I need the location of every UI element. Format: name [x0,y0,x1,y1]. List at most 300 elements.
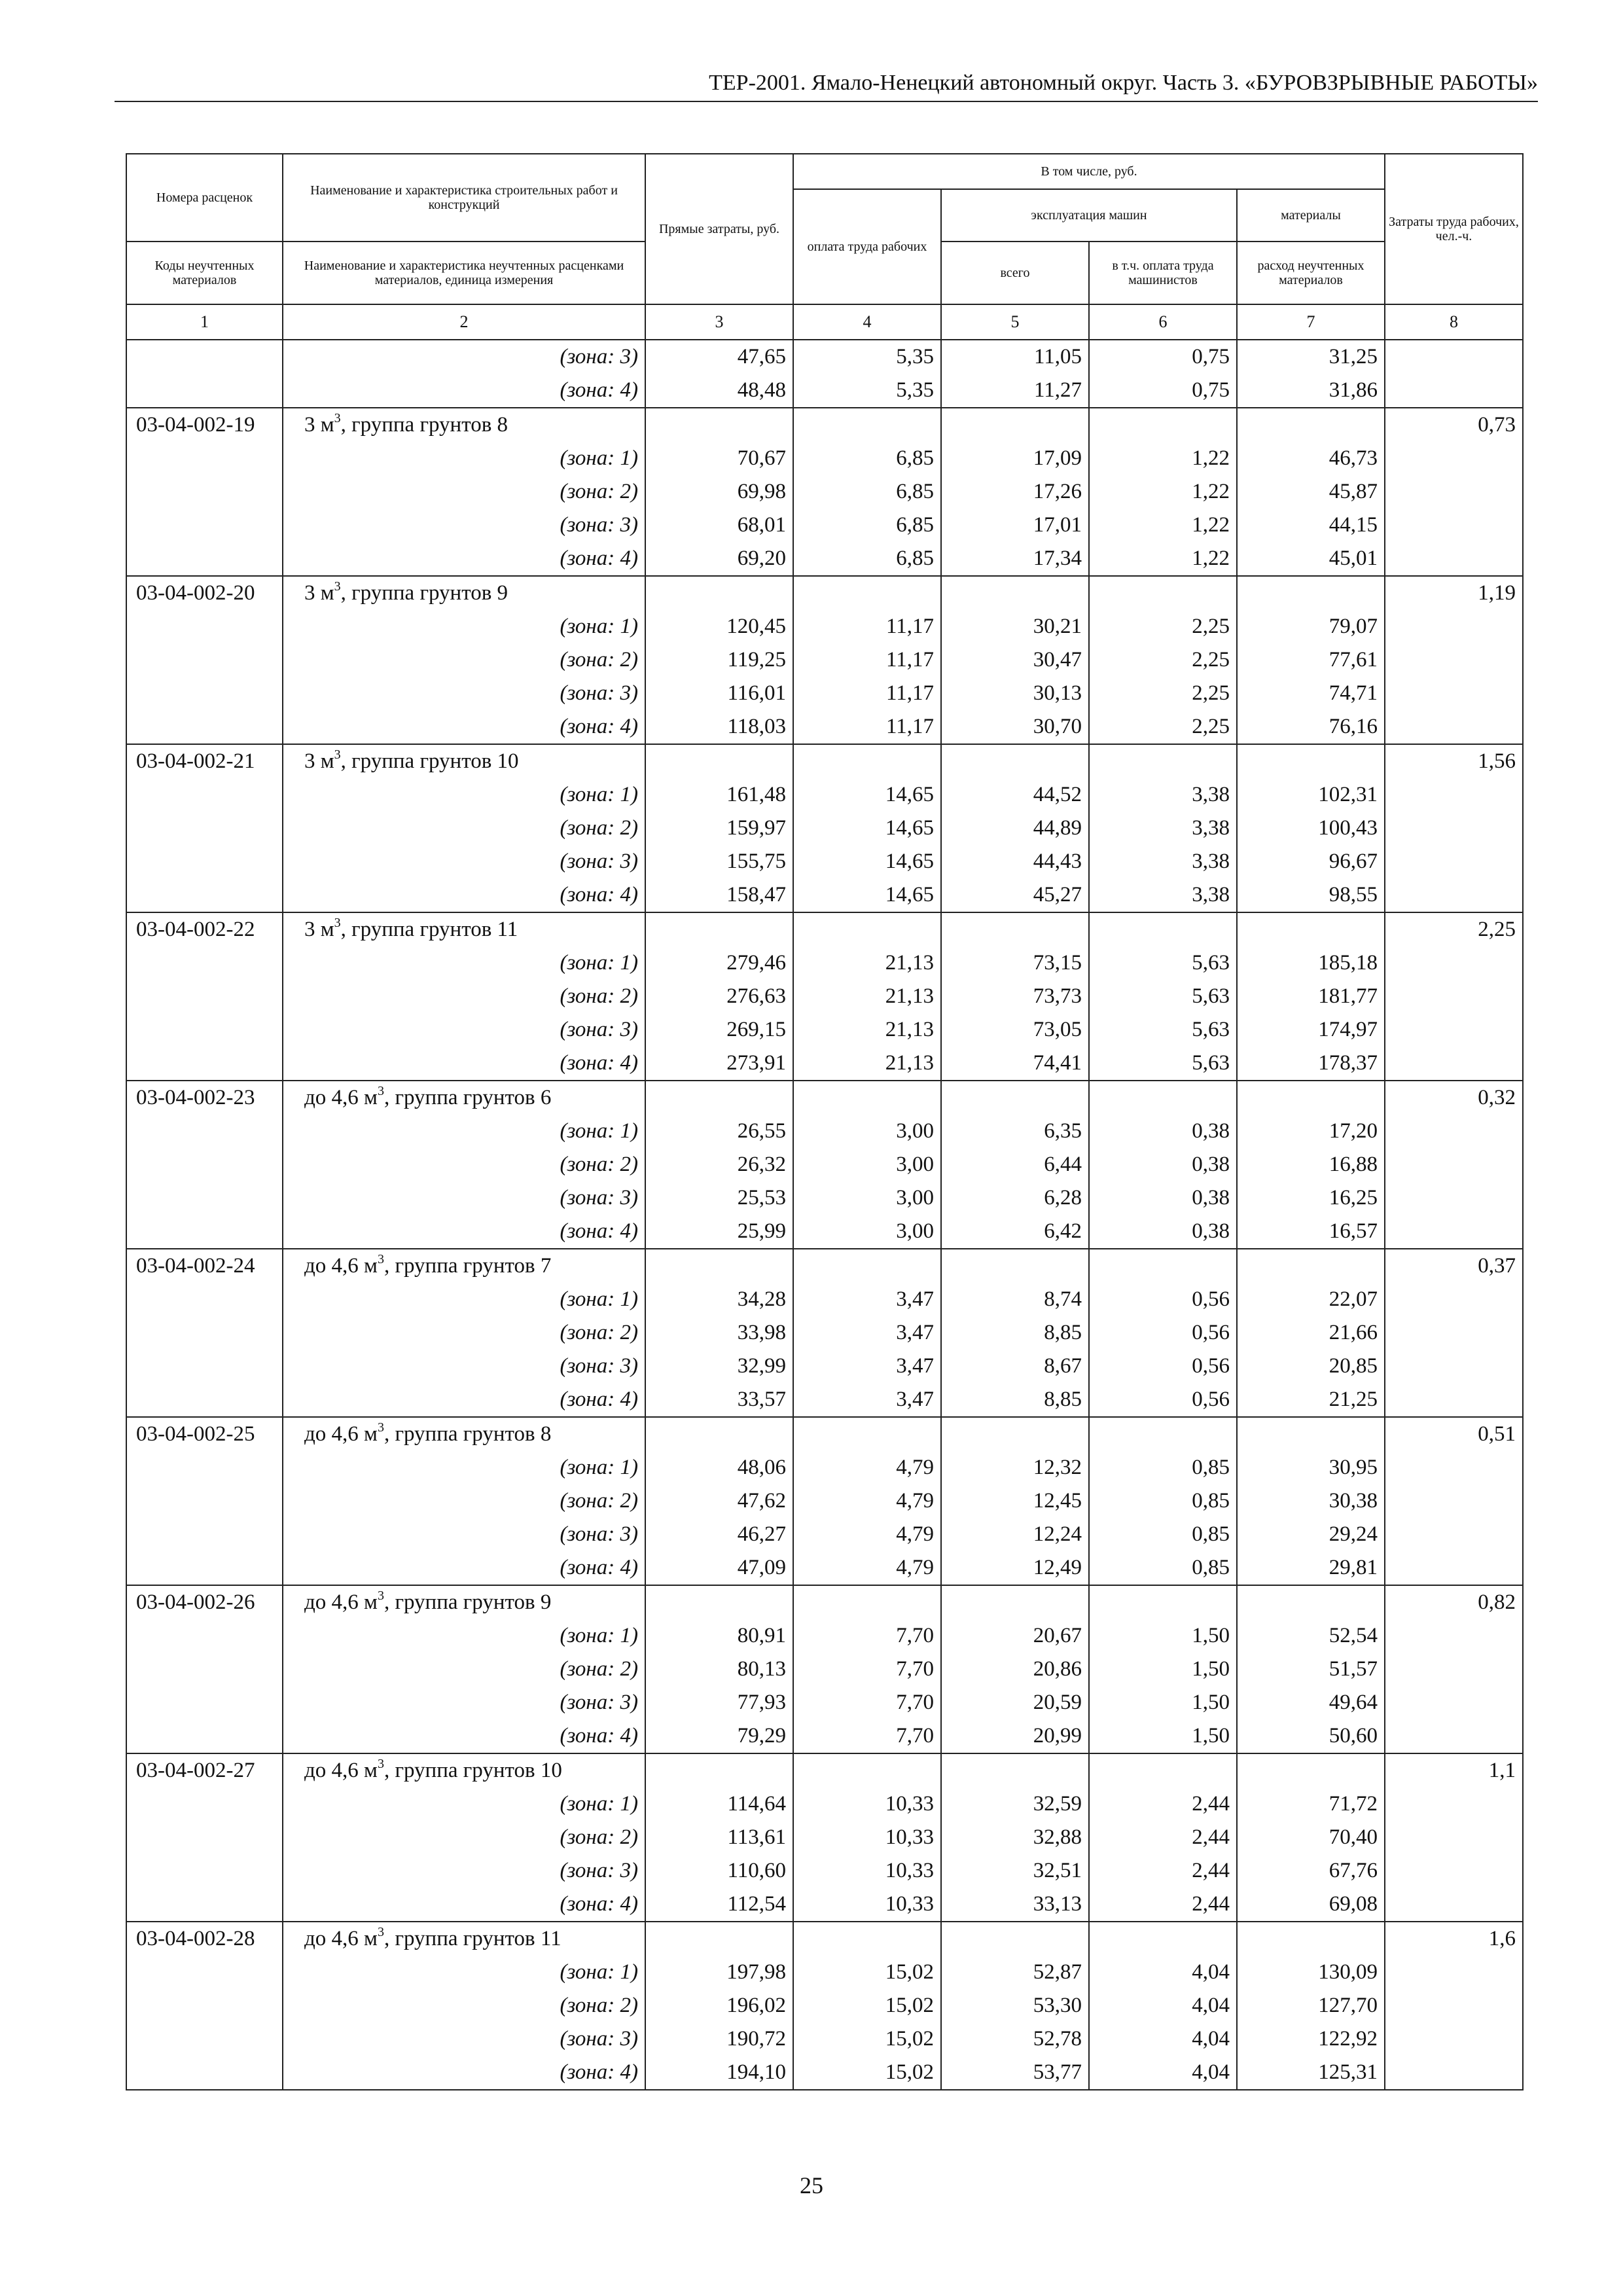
worker-wages-value: 6,85 [793,442,941,475]
operator-wages-value: 5,63 [1089,1013,1237,1047]
materials-value: 45,01 [1237,542,1385,576]
zone-label: (зона: 2) [283,643,645,677]
work-title-suffix: , группа грунтов 8 [383,1422,552,1446]
machines-total-value: 20,67 [941,1619,1089,1653]
labor-costs-value [1385,1956,1523,1989]
machines-total-value: 8,67 [941,1350,1089,1383]
column-number: 2 [283,304,645,340]
direct-costs-value: 269,15 [645,1013,793,1047]
materials-value: 17,20 [1237,1115,1385,1148]
direct-costs-value: 47,09 [645,1551,793,1585]
table-row [126,1719,1523,1753]
direct-costs-value: 196,02 [645,1989,793,2022]
column-number: 6 [1089,304,1237,340]
table-row [126,1283,1523,1316]
machines-total-value: 32,59 [941,1787,1089,1821]
labor-costs-value [1385,1148,1523,1181]
table-row [126,643,1523,677]
materials-value: 98,55 [1237,878,1385,912]
labor-costs-value [1385,878,1523,912]
worker-wages-value: 3,00 [793,1115,941,1148]
rate-code [126,1115,283,1148]
labor-costs-value [1385,1181,1523,1215]
materials-value [1237,1081,1385,1115]
worker-wages-value: 3,00 [793,1148,941,1181]
direct-costs-value: 25,53 [645,1181,793,1215]
zone-label: (зона: 3) [283,845,645,878]
machines-total-value: 17,09 [941,442,1089,475]
table-row [126,408,1523,442]
table-row [126,812,1523,845]
worker-wages-value [793,1249,941,1283]
machines-total-value: 52,78 [941,2022,1089,2056]
operator-wages-value: 4,04 [1089,2056,1237,2090]
table-row [126,1888,1523,1922]
work-title-text: 3 м [304,413,334,437]
zone-label: (зона: 4) [283,1383,645,1417]
zone-label: (зона: 1) [283,778,645,812]
worker-wages-value: 11,17 [793,710,941,744]
column-number: 8 [1385,304,1523,340]
work-title [283,1753,645,1787]
worker-wages-value: 7,70 [793,1653,941,1686]
worker-wages-value: 3,47 [793,1350,941,1383]
direct-costs-value: 119,25 [645,643,793,677]
machines-total-value [941,912,1089,946]
work-title-suffix: , группа грунтов 10 [383,1759,562,1782]
operator-wages-value: 3,38 [1089,812,1237,845]
table-row [126,1922,1523,1956]
rate-code [126,1719,283,1753]
materials-value: 30,95 [1237,1451,1385,1484]
work-title [283,1249,645,1283]
unit-exponent: 3 [334,411,341,425]
direct-costs-value [645,1922,793,1956]
operator-wages-value: 2,44 [1089,1854,1237,1888]
machines-total-value: 73,15 [941,946,1089,980]
worker-wages-value: 5,35 [793,374,941,408]
materials-value: 20,85 [1237,1350,1385,1383]
labor-costs-value: 2,25 [1385,912,1523,946]
work-title [283,744,645,778]
work-title [283,408,645,442]
zone-label: (зона: 2) [283,1484,645,1518]
machines-total-value: 73,73 [941,980,1089,1013]
table-row [126,778,1523,812]
labor-costs-value [1385,1047,1523,1081]
worker-wages-value: 4,79 [793,1518,941,1551]
machines-total-value [941,1249,1089,1283]
unit-exponent: 3 [377,1588,384,1603]
operator-wages-value: 1,22 [1089,509,1237,542]
machines-total-value [941,408,1089,442]
worker-wages-value [793,744,941,778]
table-row [126,442,1523,475]
materials-value: 125,31 [1237,2056,1385,2090]
labor-costs-value [1385,1888,1523,1922]
labor-costs-value [1385,778,1523,812]
rate-code [126,610,283,643]
zone-label: (зона: 1) [283,442,645,475]
operator-wages-value [1089,744,1237,778]
zone-label: (зона: 1) [283,1956,645,1989]
materials-value: 96,67 [1237,845,1385,878]
materials-value: 50,60 [1237,1719,1385,1753]
operator-wages-value: 1,50 [1089,1686,1237,1719]
operator-wages-value: 4,04 [1089,2022,1237,2056]
table-row [126,2056,1523,2090]
work-title [283,1585,645,1619]
materials-value: 16,88 [1237,1148,1385,1181]
work-title-text: до 4,6 м [304,1086,378,1109]
machines-total-value: 73,05 [941,1013,1089,1047]
table-row [126,1350,1523,1383]
direct-costs-value: 70,67 [645,442,793,475]
rate-code [126,1854,283,1888]
rate-code [126,1283,283,1316]
machines-total-value: 44,89 [941,812,1089,845]
rate-code [126,1956,283,1989]
header-direct-costs: Прямые затраты, руб. [645,154,793,304]
rate-code [126,542,283,576]
labor-costs-value [1385,1686,1523,1719]
zone-label: (зона: 3) [283,1350,645,1383]
table-row [126,1551,1523,1585]
operator-wages-value: 0,75 [1089,340,1237,374]
rate-code [126,1821,283,1854]
labor-costs-value [1385,946,1523,980]
operator-wages-value: 1,50 [1089,1619,1237,1653]
work-title [283,1922,645,1956]
machines-total-value: 32,51 [941,1854,1089,1888]
labor-costs-value [1385,1383,1523,1417]
machines-total-value [941,1585,1089,1619]
table-row [126,1081,1523,1115]
operator-wages-value: 3,38 [1089,845,1237,878]
header-material-consumption: расход неучтенных материалов [1237,242,1385,304]
worker-wages-value: 3,00 [793,1181,941,1215]
column-number: 7 [1237,304,1385,340]
table-row [126,1249,1523,1283]
page-number: 25 [800,2172,823,2198]
zone-label: (зона: 3) [283,1181,645,1215]
worker-wages-value: 10,33 [793,1821,941,1854]
labor-costs-value [1385,1551,1523,1585]
table-row [126,340,1523,374]
labor-costs-value [1385,1719,1523,1753]
rate-code [126,643,283,677]
machines-total-value: 6,44 [941,1148,1089,1181]
zone-label: (зона: 2) [283,1653,645,1686]
table-row [126,878,1523,912]
worker-wages-value: 21,13 [793,1047,941,1081]
materials-value: 51,57 [1237,1653,1385,1686]
labor-costs-value [1385,2056,1523,2090]
header-machine-operation: эксплуатация машин [941,189,1237,242]
unit-exponent: 3 [377,1757,384,1771]
operator-wages-value [1089,1585,1237,1619]
operator-wages-value: 5,63 [1089,1047,1237,1081]
zone-label: (зона: 1) [283,1619,645,1653]
labor-costs-value [1385,542,1523,576]
labor-costs-value [1385,1484,1523,1518]
labor-costs-value [1385,1451,1523,1484]
worker-wages-value: 15,02 [793,1989,941,2022]
work-title-suffix: , группа грунтов 7 [383,1254,552,1278]
materials-value [1237,576,1385,610]
rate-code [126,1989,283,2022]
worker-wages-value: 3,47 [793,1383,941,1417]
operator-wages-value: 2,25 [1089,677,1237,710]
zone-label: (зона: 2) [283,1989,645,2022]
machines-total-value: 8,85 [941,1316,1089,1350]
table-row [126,1989,1523,2022]
table-row [126,576,1523,610]
direct-costs-value: 80,13 [645,1653,793,1686]
rate-code [126,442,283,475]
table-row [126,1518,1523,1551]
direct-costs-value [645,1585,793,1619]
worker-wages-value: 14,65 [793,845,941,878]
materials-value: 30,38 [1237,1484,1385,1518]
operator-wages-value: 0,85 [1089,1451,1237,1484]
materials-value: 102,31 [1237,778,1385,812]
worker-wages-value: 11,17 [793,610,941,643]
rate-code [126,340,283,374]
machines-total-value: 33,13 [941,1888,1089,1922]
labor-costs-value: 1,56 [1385,744,1523,778]
direct-costs-value: 46,27 [645,1518,793,1551]
header-including: В том числе, руб. [793,154,1385,189]
machines-total-value: 11,05 [941,340,1089,374]
worker-wages-value: 11,17 [793,677,941,710]
operator-wages-value: 5,63 [1089,980,1237,1013]
work-title-text: до 4,6 м [304,1590,378,1614]
zone-label: (зона: 4) [283,1719,645,1753]
table-row [126,1753,1523,1787]
materials-value: 122,92 [1237,2022,1385,2056]
operator-wages-value: 0,38 [1089,1181,1237,1215]
direct-costs-value [645,576,793,610]
direct-costs-value: 114,64 [645,1787,793,1821]
column-number: 1 [126,304,283,340]
work-title [283,1417,645,1451]
direct-costs-value: 197,98 [645,1956,793,1989]
machines-total-value [941,1922,1089,1956]
operator-wages-value: 4,04 [1089,1989,1237,2022]
materials-value: 46,73 [1237,442,1385,475]
materials-value: 100,43 [1237,812,1385,845]
direct-costs-value: 279,46 [645,946,793,980]
work-title-suffix: , группа грунтов 11 [383,1927,562,1950]
worker-wages-value: 14,65 [793,812,941,845]
table-row [126,1956,1523,1989]
direct-costs-value: 161,48 [645,778,793,812]
operator-wages-value [1089,1417,1237,1451]
direct-costs-value: 77,93 [645,1686,793,1719]
unit-exponent: 3 [377,1084,384,1098]
unit-exponent: 3 [377,1420,384,1435]
labor-costs-value [1385,1787,1523,1821]
operator-wages-value: 0,38 [1089,1148,1237,1181]
materials-value: 77,61 [1237,643,1385,677]
table-row [126,1383,1523,1417]
zone-label: (зона: 1) [283,1283,645,1316]
machines-total-value: 20,86 [941,1653,1089,1686]
worker-wages-value [793,1081,941,1115]
column-numbers-row [126,304,1523,340]
labor-costs-value: 0,37 [1385,1249,1523,1283]
rate-code [126,475,283,509]
machines-total-value: 53,77 [941,2056,1089,2090]
rate-code [126,1316,283,1350]
labor-costs-value [1385,1518,1523,1551]
rate-code: 03-04-002-26 [126,1585,283,1619]
labor-costs-value: 1,1 [1385,1753,1523,1787]
materials-value: 76,16 [1237,710,1385,744]
operator-wages-value: 1,50 [1089,1719,1237,1753]
machines-total-value: 12,32 [941,1451,1089,1484]
direct-costs-value: 32,99 [645,1350,793,1383]
materials-value: 45,87 [1237,475,1385,509]
unit-exponent: 3 [377,1925,384,1939]
machines-total-value [941,744,1089,778]
rate-code [126,2022,283,2056]
direct-costs-value: 155,75 [645,845,793,878]
table-row [126,1619,1523,1653]
worker-wages-value [793,1753,941,1787]
materials-value [1237,1753,1385,1787]
worker-wages-value: 7,70 [793,1619,941,1653]
materials-value: 16,57 [1237,1215,1385,1249]
direct-costs-value: 190,72 [645,2022,793,2056]
table-row [126,1148,1523,1181]
worker-wages-value: 3,47 [793,1316,941,1350]
operator-wages-value: 1,22 [1089,542,1237,576]
materials-value: 52,54 [1237,1619,1385,1653]
labor-costs-value [1385,845,1523,878]
table-row [126,912,1523,946]
work-title-suffix: , группа грунтов 11 [340,918,518,941]
materials-value: 22,07 [1237,1283,1385,1316]
worker-wages-value: 10,33 [793,1888,941,1922]
labor-costs-value: 0,32 [1385,1081,1523,1115]
work-title [283,912,645,946]
operator-wages-value: 1,50 [1089,1653,1237,1686]
machines-total-value: 6,28 [941,1181,1089,1215]
direct-costs-value: 112,54 [645,1888,793,1922]
operator-wages-value: 0,85 [1089,1484,1237,1518]
rate-code [126,1350,283,1383]
table-row [126,710,1523,744]
table-row [126,1181,1523,1215]
materials-value: 70,40 [1237,1821,1385,1854]
direct-costs-value: 68,01 [645,509,793,542]
rate-code: 03-04-002-27 [126,1753,283,1787]
worker-wages-value: 11,17 [793,643,941,677]
work-title-suffix: , группа грунтов 9 [340,581,508,605]
table-row [126,1316,1523,1350]
table-row [126,744,1523,778]
labor-costs-value [1385,442,1523,475]
work-title-text: до 4,6 м [304,1759,378,1782]
rate-code: 03-04-002-25 [126,1417,283,1451]
column-number: 3 [645,304,793,340]
machines-total-value: 17,26 [941,475,1089,509]
table-row [126,1821,1523,1854]
direct-costs-value: 118,03 [645,710,793,744]
machines-total-value: 17,34 [941,542,1089,576]
direct-costs-value: 48,48 [645,374,793,408]
zone-label: (зона: 1) [283,610,645,643]
unit-exponent: 3 [334,747,341,762]
direct-costs-value: 34,28 [645,1283,793,1316]
rate-code [126,980,283,1013]
table-row [126,1047,1523,1081]
machines-total-value: 17,01 [941,509,1089,542]
labor-costs-value [1385,1013,1523,1047]
zone-label: (зона: 4) [283,374,645,408]
table-header [126,154,1523,340]
rate-code [126,1484,283,1518]
operator-wages-value: 0,56 [1089,1350,1237,1383]
worker-wages-value: 4,79 [793,1484,941,1518]
operator-wages-value: 0,85 [1089,1551,1237,1585]
materials-value: 21,25 [1237,1383,1385,1417]
labor-costs-value [1385,643,1523,677]
table-row [126,2022,1523,2056]
materials-value [1237,912,1385,946]
worker-wages-value: 6,85 [793,542,941,576]
header-material-codes: Коды неучтенных материалов [126,242,283,304]
direct-costs-value: 26,55 [645,1115,793,1148]
zone-label: (зона: 2) [283,980,645,1013]
machines-total-value: 74,41 [941,1047,1089,1081]
zone-label: (зона: 3) [283,1518,645,1551]
direct-costs-value: 47,65 [645,340,793,374]
rate-code [126,1653,283,1686]
machines-total-value: 30,70 [941,710,1089,744]
rate-code: 03-04-002-24 [126,1249,283,1283]
table-row [126,946,1523,980]
materials-value [1237,1585,1385,1619]
worker-wages-value: 3,47 [793,1283,941,1316]
machines-total-value: 12,45 [941,1484,1089,1518]
materials-value: 49,64 [1237,1686,1385,1719]
rates-table [126,153,1524,2090]
machines-total-value: 52,87 [941,1956,1089,1989]
zone-label: (зона: 4) [283,2056,645,2090]
direct-costs-value: 80,91 [645,1619,793,1653]
table-row [126,1484,1523,1518]
table-row [126,1013,1523,1047]
rate-code: 03-04-002-21 [126,744,283,778]
table-row [126,1854,1523,1888]
rate-code [126,878,283,912]
machines-total-value: 30,47 [941,643,1089,677]
work-title [283,576,645,610]
worker-wages-value [793,408,941,442]
zone-label: (зона: 3) [283,677,645,710]
operator-wages-value [1089,912,1237,946]
table-body [126,340,1523,2090]
rate-code: 03-04-002-28 [126,1922,283,1956]
rate-code [126,1551,283,1585]
labor-costs-value [1385,1283,1523,1316]
worker-wages-value: 7,70 [793,1719,941,1753]
direct-costs-value: 276,63 [645,980,793,1013]
rate-code [126,1181,283,1215]
